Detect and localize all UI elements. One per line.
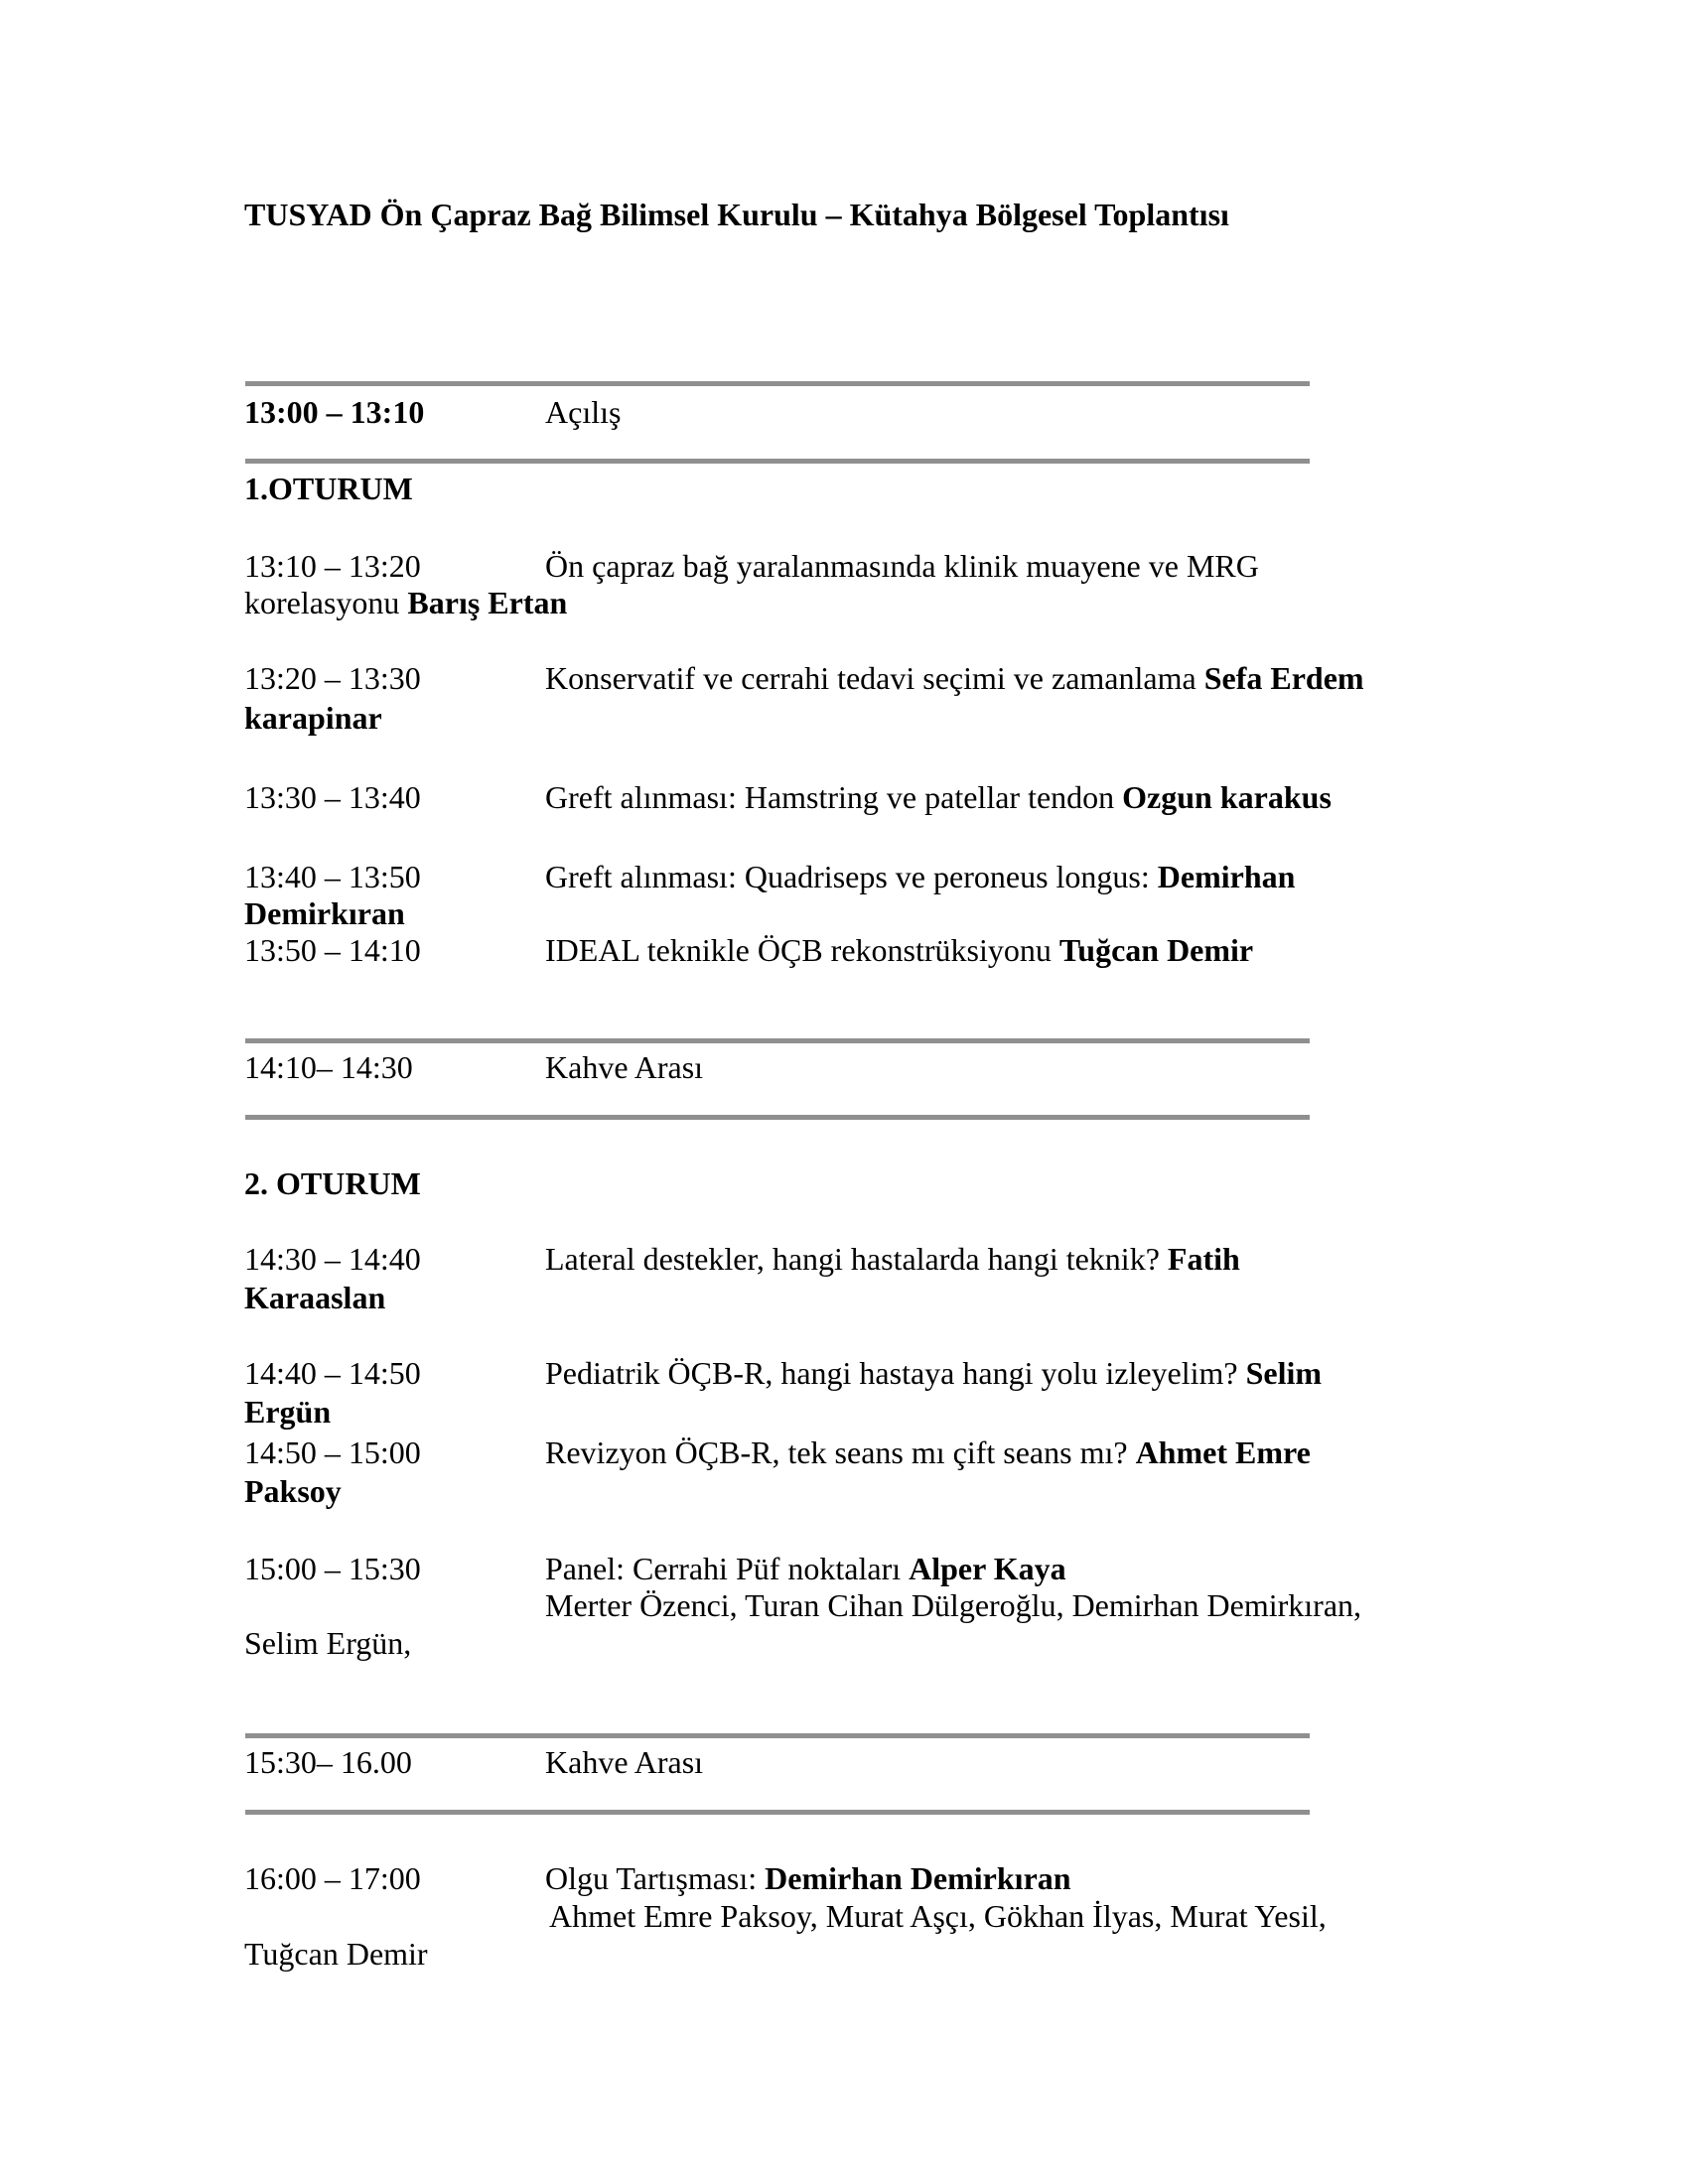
agenda-row [244, 1551, 1466, 1587]
time-cell: 13:00 – 13:10 [244, 394, 425, 430]
agenda-row [244, 859, 1466, 895]
speaker-name-wrap: Paksoy [244, 1473, 342, 1509]
agenda-row-break1 [244, 1049, 1466, 1086]
topic-cell [545, 1551, 1066, 1587]
topic-text: IDEAL teknikle ÖÇB rekonstrüksiyonu [545, 932, 1059, 968]
topic-text: Panel: Cerrahi Püf noktaları [545, 1551, 910, 1586]
agenda-row-wrap [244, 1394, 1466, 1431]
time-cell: 15:00 – 15:30 [244, 1551, 421, 1586]
speaker-name: Demirhan [1157, 859, 1296, 894]
speaker-name: Ozgun karakus [1122, 779, 1332, 815]
topic-wrap-text: korelasyonu [244, 585, 408, 620]
time-cell: 16:00 – 17:00 [244, 1860, 421, 1896]
moderator-name: Demirhan Demirkıran [765, 1860, 1071, 1896]
divider-line [245, 381, 1310, 386]
time-cell: 14:40 – 14:50 [244, 1355, 421, 1391]
time-cell: 13:50 – 14:10 [244, 932, 421, 968]
topic-cell [545, 932, 1253, 969]
topic-cell [545, 1355, 1322, 1392]
agenda-row-wrap [244, 585, 1466, 621]
topic-text: Lateral destekler, hangi hastalarda hangi teknik? [545, 1241, 1168, 1277]
panelist-names: Merter Özenci, Turan Cihan Dülgeroğlu, Demirhan Demirkıran, [545, 1587, 1362, 1623]
topic-text: Pediatrik ÖÇB-R, hangi hastaya hangi yolu izleyelim? [545, 1355, 1246, 1391]
time-cell: 13:30 – 13:40 [244, 779, 421, 815]
topic-text: Ön çapraz bağ yaralanmasında klinik muayene ve MRG [545, 548, 1259, 584]
agenda-row [244, 1355, 1466, 1392]
speaker-name: Sefa Erdem [1203, 660, 1364, 696]
agenda-row [244, 1434, 1466, 1471]
topic-cell [545, 859, 1295, 895]
agenda-row [244, 1241, 1466, 1278]
topic-text: Greft alınması: Quadriseps ve peroneus longus: [545, 859, 1158, 894]
speaker-name-wrap: karapinar [244, 700, 382, 736]
topic-cell [545, 660, 1364, 697]
time-cell: 14:30 – 14:40 [244, 1241, 421, 1277]
topic-text: Revizyon ÖÇB-R, tek seans mı çift seans mı? [545, 1434, 1136, 1470]
speaker-name: Ahmet Emre [1135, 1434, 1311, 1470]
time-cell: 13:20 – 13:30 [244, 660, 421, 696]
session2-heading: 2. OTURUM [244, 1165, 421, 1201]
divider-line [245, 1038, 1310, 1043]
topic-cell [545, 779, 1332, 816]
topic-text: Greft alınması: Hamstring ve patellar tendon [545, 779, 1123, 815]
speaker-name: Selim [1245, 1355, 1323, 1391]
speaker-name-wrap: Demirkıran [244, 895, 405, 931]
event-label: Açılış [545, 394, 622, 430]
agenda-row-wrap [244, 895, 1466, 932]
speaker-name-wrap: Karaaslan [244, 1280, 386, 1315]
event-label: Kahve Arası [545, 1744, 704, 1780]
divider-line [245, 1733, 1310, 1738]
panelists-line-wrap [244, 1625, 1466, 1662]
panelists-line [545, 1587, 1688, 1624]
event-label: Kahve Arası [545, 1049, 704, 1085]
agenda-row-wrap [244, 1473, 1466, 1510]
agenda-row-wrap [244, 700, 1466, 737]
session1-heading: 1.OTURUM [244, 471, 413, 506]
speaker-name: Tuğcan Demir [1058, 932, 1254, 968]
page-title: TUSYAD Ön Çapraz Bağ Bilimsel Kurulu – Kütahya Bölgesel Toplantısı [244, 197, 1229, 232]
agenda-row [244, 779, 1466, 816]
agenda-row [244, 1860, 1466, 1897]
topic-cell [545, 1434, 1311, 1471]
participant-names: Tuğcan Demir [244, 1936, 428, 1972]
speaker-name-wrap: Ergün [244, 1394, 332, 1430]
time-cell: 14:50 – 15:00 [244, 1434, 421, 1470]
divider-line [245, 459, 1310, 464]
speaker-name: Barış Ertan [407, 585, 568, 620]
agenda-row [244, 932, 1466, 969]
participant-names: Ahmet Emre Paksoy, Murat Aşçı, Gökhan İlyas, Murat Yesil, [549, 1898, 1327, 1934]
agenda-row [244, 548, 1466, 585]
time-cell: 13:10 – 13:20 [244, 548, 421, 584]
topic-text: Konservatif ve cerrahi tedavi seçimi ve zamanlama [545, 660, 1204, 696]
time-cell: 13:40 – 13:50 [244, 859, 421, 894]
time-cell: 14:10– 14:30 [244, 1049, 413, 1085]
time-cell: 15:30– 16.00 [244, 1744, 412, 1780]
agenda-row-wrap [244, 1280, 1466, 1316]
agenda-row [244, 660, 1466, 697]
participants-line [549, 1898, 1688, 1935]
speaker-name: Fatih [1167, 1241, 1240, 1277]
topic-cell [545, 1241, 1240, 1278]
divider-line [245, 1115, 1310, 1120]
panelist-names: Selim Ergün, [244, 1625, 412, 1661]
topic-text: Olgu Tartışması: [545, 1860, 766, 1896]
agenda-row-break2 [244, 1744, 1466, 1781]
speaker-name: Alper Kaya [909, 1551, 1066, 1586]
divider-line [245, 1810, 1310, 1815]
agenda-row-opening [244, 394, 1466, 431]
participants-line-wrap [244, 1936, 1466, 1973]
topic-cell [545, 1860, 1071, 1897]
